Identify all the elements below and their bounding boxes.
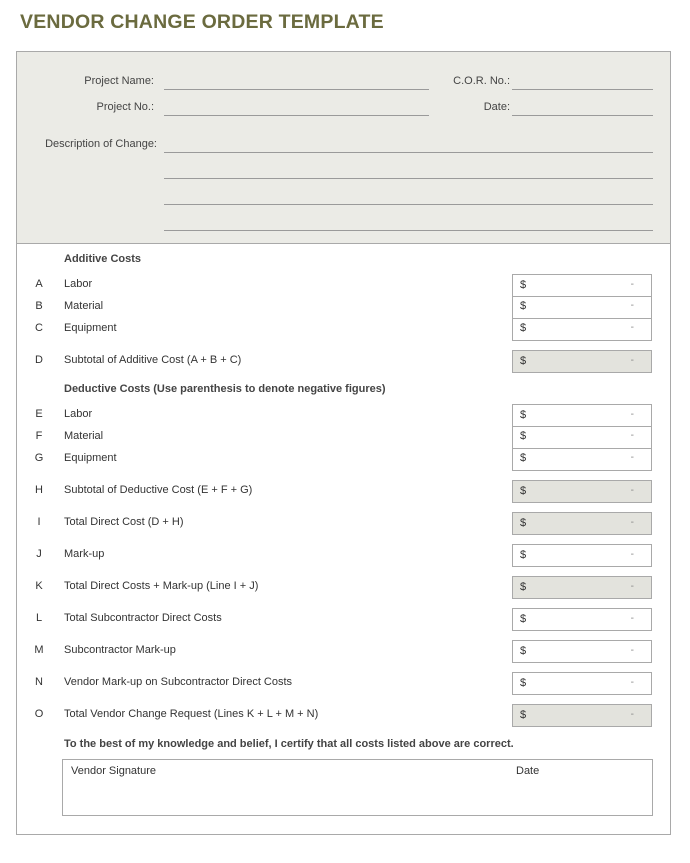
vendor-signature-label: Vendor Signature [71,765,157,777]
date-label: Date: [483,101,510,113]
row-letter-l: L [35,612,43,624]
row-letter-e: E [35,408,43,420]
row-label-i: Total Direct Cost (D + H) [64,516,184,528]
amount-field-i[interactable] [512,512,652,535]
amount-value: - [630,430,634,441]
change-order-form [16,51,671,835]
row-label-h: Subtotal of Deductive Cost (E + F + G) [64,484,253,496]
cor-no-field[interactable] [512,89,653,90]
amount-value: - [630,709,634,720]
description-line-3[interactable] [164,204,653,205]
amount-value: - [630,517,634,528]
amount-value: - [630,452,634,463]
document-title: VENDOR CHANGE ORDER TEMPLATE [20,11,384,33]
currency-symbol: $ [520,430,527,442]
description-line-1[interactable] [164,152,653,153]
amount-field-h[interactable] [512,480,652,503]
currency-symbol: $ [520,549,527,561]
currency-symbol: $ [520,279,527,291]
amount-field-f[interactable] [512,427,652,449]
amount-field-g[interactable] [512,449,652,471]
project-no-label: Project No.: [96,101,154,113]
amount-field-c[interactable] [512,319,652,341]
row-letter-m: M [34,644,44,656]
currency-symbol: $ [520,355,527,367]
amount-field-l[interactable] [512,608,652,631]
date-field[interactable] [512,115,653,116]
currency-symbol: $ [520,517,527,529]
row-label-m: Subcontractor Mark-up [64,644,176,656]
amount-value: - [630,581,634,592]
currency-symbol: $ [520,322,527,334]
row-letter-h: H [35,484,43,496]
amount-value: - [630,279,634,290]
project-name-field[interactable] [164,89,429,90]
row-label-j: Mark-up [64,548,105,560]
row-letter-f: F [35,430,43,442]
currency-symbol: $ [520,613,527,625]
row-label-a: Labor [64,278,93,290]
cor-no-label: C.O.R. No.: [453,75,510,87]
amount-field-d[interactable] [512,350,652,373]
amount-field-n[interactable] [512,672,652,695]
row-letter-g: G [34,452,44,464]
row-label-c: Equipment [64,322,117,334]
amount-value: - [630,549,634,560]
row-letter-b: B [35,300,43,312]
currency-symbol: $ [520,581,527,593]
row-letter-i: I [37,516,41,528]
currency-symbol: $ [520,409,527,421]
currency-symbol: $ [520,677,527,689]
amount-value: - [630,409,634,420]
amount-field-e[interactable] [512,404,652,427]
row-label-k: Total Direct Costs + Mark-up (Line I + J) [64,580,259,592]
amount-value: - [630,645,634,656]
row-label-e: Labor [64,408,93,420]
project-no-field[interactable] [164,115,429,116]
deductive-costs-heading: Deductive Costs (Use parenthesis to denote negative figures) [64,383,386,395]
amount-field-k[interactable] [512,576,652,599]
row-letter-o: O [34,708,44,720]
certification-statement: To the best of my knowledge and belief, I certify that all costs listed above are correct. [64,738,514,750]
row-letter-j: J [36,548,42,560]
currency-symbol: $ [520,452,527,464]
row-label-o: Total Vendor Change Request (Lines K + L + M + N) [64,708,319,720]
amount-field-o[interactable] [512,704,652,727]
amount-field-a[interactable] [512,274,652,297]
currency-symbol: $ [520,300,527,312]
amount-field-m[interactable] [512,640,652,663]
row-letter-c: C [35,322,43,334]
description-label: Description of Change: [45,138,157,150]
row-label-f: Material [64,430,104,442]
currency-symbol: $ [520,645,527,657]
row-letter-n: N [35,676,43,688]
amount-field-j[interactable] [512,544,652,567]
row-letter-k: K [35,580,43,592]
signature-box[interactable] [62,759,653,816]
currency-symbol: $ [520,485,527,497]
amount-field-b[interactable] [512,297,652,319]
row-label-g: Equipment [64,452,117,464]
amount-value: - [630,677,634,688]
row-label-b: Material [64,300,104,312]
description-line-4[interactable] [164,230,653,231]
amount-value: - [630,355,634,366]
signature-date-label: Date [516,765,540,777]
amount-value: - [630,485,634,496]
amount-value: - [630,300,634,311]
project-name-label: Project Name: [84,75,154,87]
row-letter-d: D [35,354,43,366]
row-label-d: Subtotal of Additive Cost (A + B + C) [64,354,242,366]
currency-symbol: $ [520,709,527,721]
row-letter-a: A [35,278,43,290]
description-line-2[interactable] [164,178,653,179]
additive-costs-heading: Additive Costs [64,253,142,265]
row-label-n: Vendor Mark-up on Subcontractor Direct Costs [64,676,293,688]
amount-value: - [630,613,634,624]
header-panel [17,52,670,244]
row-label-l: Total Subcontractor Direct Costs [64,612,222,624]
amount-value: - [630,322,634,333]
